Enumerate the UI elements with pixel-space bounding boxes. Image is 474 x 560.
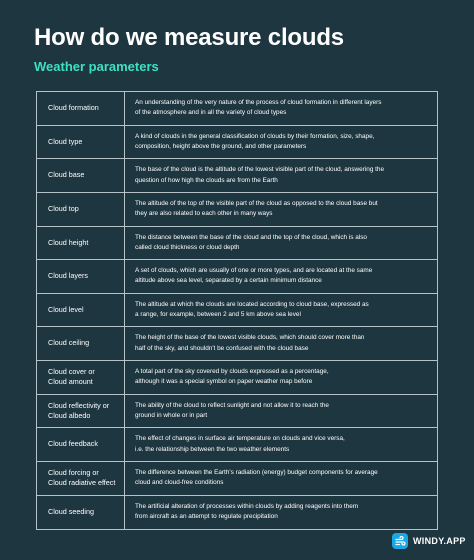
definition-cell: A kind of clouds in the general classification of clouds by their formation, size, shape, composition, height above the ground, and other parameters [135, 132, 375, 150]
definition-cell: A set of clouds, which are usually of one or more types, and are located at the same altitude above sea level, separated by a certain minimum distance [135, 267, 373, 285]
table-row [37, 462, 437, 496]
term-cell: Cloud level [37, 294, 125, 327]
table-row [37, 227, 437, 261]
definition-cell: The height of the base of the lowest visible clouds, which should cover more than half of the sky, and shouldn't be confused with the cloud base [135, 334, 365, 352]
table-row [37, 126, 437, 160]
windy-app-logo [392, 533, 466, 549]
definition-cell: A total part of the sky covered by clouds expressed as a percentage, although it was a special symbol on paper weather map before [135, 368, 329, 386]
table-row [37, 428, 437, 462]
page-subtitle: Weather parameters [34, 59, 159, 74]
table-row [37, 260, 437, 294]
table-row [37, 193, 437, 227]
term-cell: Cloud height [37, 227, 125, 260]
term-cell: Cloud feedback [37, 428, 125, 461]
table-row [37, 496, 437, 530]
term-cell: Cloud reflectivity or Cloud albedo [37, 395, 125, 428]
cloud-parameters-table [36, 91, 438, 530]
definition-cell: The artificial alteration of processes within clouds by adding reagents into them from aircraft as an attempt to regulate precipitation [135, 503, 359, 521]
term-cell: Cloud formation [37, 92, 125, 125]
windy-app-logo-icon [392, 533, 408, 549]
table-row [37, 294, 437, 328]
wind-icon [395, 536, 406, 547]
brand-name: WINDY.APP [413, 536, 466, 546]
table-row [37, 92, 437, 126]
term-cell: Cloud forcing or Cloud radiative effect [37, 462, 125, 495]
table-row [37, 395, 437, 429]
term-cell: Cloud cover or Cloud amount [37, 361, 125, 394]
term-cell: Cloud ceiling [37, 327, 125, 360]
table-row [37, 327, 437, 361]
term-cell: Cloud layers [37, 260, 125, 293]
term-cell: Cloud top [37, 193, 125, 226]
table-row [37, 159, 437, 193]
term-cell: Cloud seeding [37, 496, 125, 530]
definition-cell: The distance between the base of the cloud and the top of the cloud, which is also called cloud thickness or cloud depth [135, 233, 367, 251]
term-cell: Cloud type [37, 126, 125, 159]
definition-cell: The difference between the Earth's radiation (energy) budget components for average cloud and cloud-free conditions [135, 468, 378, 487]
table-row [37, 361, 437, 395]
definition-cell: The base of the cloud is the altitude of the lowest visible part of the cloud, answering the question of how high the clouds are from the Earth [135, 166, 385, 184]
definition-cell: The effect of changes in surface air temperature on clouds and vice versa, i.e. the relationship between the two weather elements [135, 435, 345, 453]
definition-cell: The ability of the cloud to reflect sunlight and not allow it to reach the ground in whole or in part [135, 401, 329, 419]
page-title: How do we measure clouds [34, 24, 344, 51]
definition-cell: An understanding of the very nature of the process of cloud formation in different layers of the atmosphere and in all the variety of cloud types [135, 99, 382, 117]
definition-cell: The altitude at which the clouds are located according to cloud base, expressed as a range, for example, between 2 and 5 km above sea level [135, 300, 369, 319]
term-cell: Cloud base [37, 159, 125, 192]
definition-cell: The altitude of the top of the visible part of the cloud as opposed to the cloud base but they are also related to each other in many ways [135, 199, 378, 218]
